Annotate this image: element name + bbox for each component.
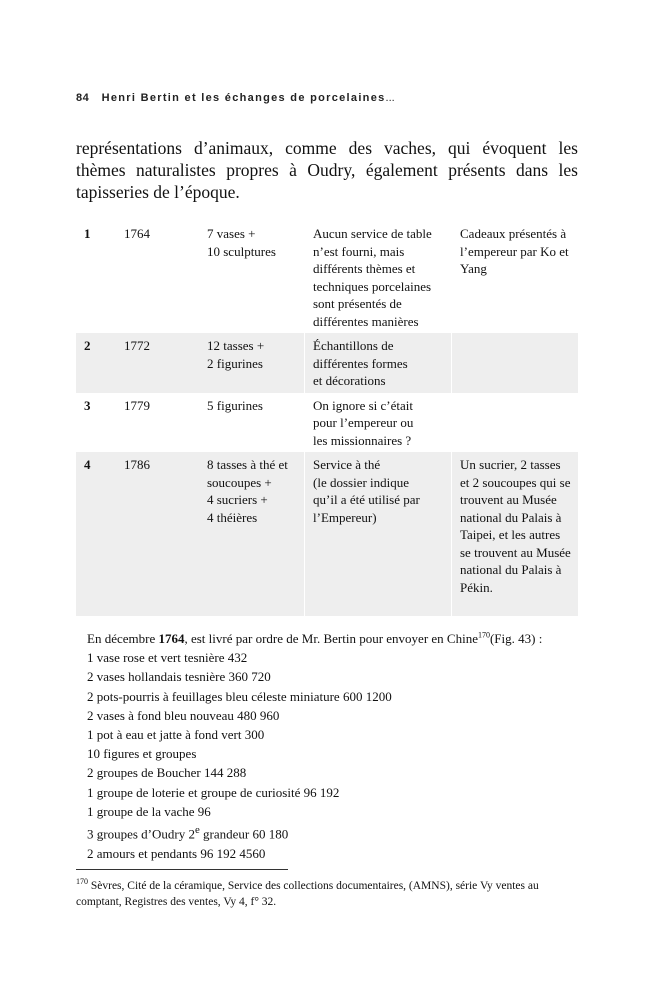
cell-description xyxy=(305,452,452,616)
cell-note xyxy=(452,218,579,333)
running-header xyxy=(76,92,395,104)
cell-note-line: national du Palais à xyxy=(460,562,562,577)
list-item: 10 figures et groupes xyxy=(87,746,197,762)
cell-description-line: qu’il a été utilisé par xyxy=(313,492,420,507)
catalog-table xyxy=(76,218,578,616)
cell-description xyxy=(305,218,452,333)
cell-number: 2 xyxy=(76,333,116,393)
cell-items-line: 8 tasses à thé et xyxy=(207,457,288,472)
intro-paragraph: représentations d’animaux, comme des vaches, qui évoquent les thèmes naturalistes propres à Oudry, également présents dans les tapisseries de l’époque. xyxy=(76,138,578,202)
cell-description-line: Échantillons de xyxy=(313,338,394,353)
cell-note-line: et 2 soucoupes qui se xyxy=(460,474,571,490)
cell-items-line: 10 sculptures xyxy=(207,243,276,259)
cell-description-line: et décorations xyxy=(313,373,386,388)
list-item: 2 vases à fond bleu nouveau 480 960 xyxy=(87,707,280,723)
cell-description xyxy=(305,333,452,393)
cell-description xyxy=(305,393,452,453)
cell-year: 1764 xyxy=(124,226,150,241)
cell-description-line: Service à thé xyxy=(313,457,381,472)
cell-items-line: 7 vases + xyxy=(207,226,256,241)
cell-description-line: différentes manières xyxy=(313,313,419,329)
cell-items-line: 2 figurines xyxy=(207,355,263,371)
list-item: 1 groupe de la vache 96 xyxy=(87,803,211,819)
cell-description-line: les missionnaires ? xyxy=(313,432,412,448)
page-number: 84 xyxy=(76,92,90,104)
cell-items xyxy=(199,333,305,393)
cell-items-line: soucoupes + xyxy=(207,474,272,490)
list-item: 2 groupes de Boucher 144 288 xyxy=(87,765,247,781)
cell-description-line: différentes formes xyxy=(313,355,408,371)
cell-number: 1 xyxy=(84,226,91,241)
cell-number: 4 xyxy=(76,452,116,616)
catalog-table-body xyxy=(76,218,578,616)
list-item: 1 groupe de loterie et groupe de curiosité 96 192 xyxy=(87,784,340,800)
running-title: Henri Bertin et les échanges de porcelaines xyxy=(101,92,386,104)
cell-note-line: Un sucrier, 2 tasses xyxy=(460,457,561,472)
footnote-number: 170 xyxy=(76,877,88,887)
cell-items xyxy=(199,452,305,616)
footnote xyxy=(76,878,578,910)
footnote-text: Sèvres, Cité de la céramique, Service des collections documentaires, (AMNS), série Vy ventes au comptant, Registres des ventes, Vy 4, f° 32. xyxy=(76,880,539,908)
cell-note-line: national du Palais à xyxy=(460,509,562,525)
oudry-superscript: e xyxy=(194,824,200,837)
cell-description-line: différents thèmes et xyxy=(313,261,416,276)
list-item: 2 pots-pourris à feuillages bleu céleste miniature 600 1200 xyxy=(87,688,392,704)
cell-items-line: 4 sucriers + xyxy=(207,492,268,507)
cell-items xyxy=(199,218,305,333)
cell-note-line: Yang xyxy=(460,261,487,276)
cell-note-line: Pékin. xyxy=(460,579,493,595)
oudry-after: grandeur 60 180 xyxy=(199,826,289,842)
cell-description-line: (le dossier indique xyxy=(313,474,410,490)
list-item: 1 pot à eau et jatte à fond vert 300 xyxy=(87,727,265,743)
oudry-before: 3 groupes d’Oudry 2 xyxy=(87,826,195,842)
cell-items-line: 5 figurines xyxy=(207,397,263,413)
cell-items xyxy=(199,393,305,453)
cell-year: 1779 xyxy=(124,397,150,413)
delivery-list xyxy=(87,648,577,863)
cell-number: 3 xyxy=(84,397,91,413)
table-row xyxy=(76,393,578,453)
list-item: 1 vase rose et vert tesnière 432 xyxy=(87,650,248,666)
delivery-lead xyxy=(87,629,577,648)
figure-reference: (Fig. 43) : xyxy=(489,631,543,646)
cell-items-line: 12 tasses + xyxy=(207,338,265,353)
delivery-section xyxy=(87,629,577,863)
cell-description-line: pour l’empereur ou xyxy=(313,415,414,430)
table-row xyxy=(76,452,578,616)
list-item-oudry xyxy=(87,821,577,844)
cell-note-line: l’empereur par Ko et xyxy=(460,243,569,259)
cell-year: 1786 xyxy=(116,452,199,616)
delivery-lead-year: 1764 xyxy=(158,631,185,646)
cell-note-line: se trouvent au Musée xyxy=(460,544,571,560)
delivery-lead-after: , est livré par ordre de Mr. Bertin pour envoyer en Chine xyxy=(184,631,478,646)
cell-description-line: On ignore si c’était xyxy=(313,397,413,413)
cell-items-line: 4 théières xyxy=(207,509,258,525)
footnote-reference[interactable]: 170 xyxy=(477,630,490,640)
cell-note xyxy=(452,393,579,453)
cell-note-line: trouvent au Musée xyxy=(460,492,557,507)
cell-year: 1772 xyxy=(116,333,199,393)
cell-description-line: Aucun service de table xyxy=(313,226,432,241)
delivery-lead-before: En décembre xyxy=(87,631,159,646)
table-row xyxy=(76,218,578,333)
list-item-last: 2 amours et pendants 96 192 4560 xyxy=(87,845,266,861)
cell-note-line: Taipei, et les autres xyxy=(460,527,561,542)
cell-note xyxy=(452,452,579,616)
cell-description-line: sont présentés de xyxy=(313,296,402,311)
cell-description-line: n’est fourni, mais xyxy=(313,243,405,259)
running-title-ellipsis: ... xyxy=(385,92,395,104)
cell-description-line: l’Empereur) xyxy=(313,509,377,525)
cell-note xyxy=(452,333,579,393)
table-row xyxy=(76,333,578,393)
cell-note-line: Cadeaux présentés à xyxy=(460,226,567,241)
list-item: 2 vases hollandais tesnière 360 720 xyxy=(87,669,271,685)
cell-description-line: techniques porcelaines xyxy=(313,278,432,294)
footnote-divider xyxy=(76,869,288,870)
